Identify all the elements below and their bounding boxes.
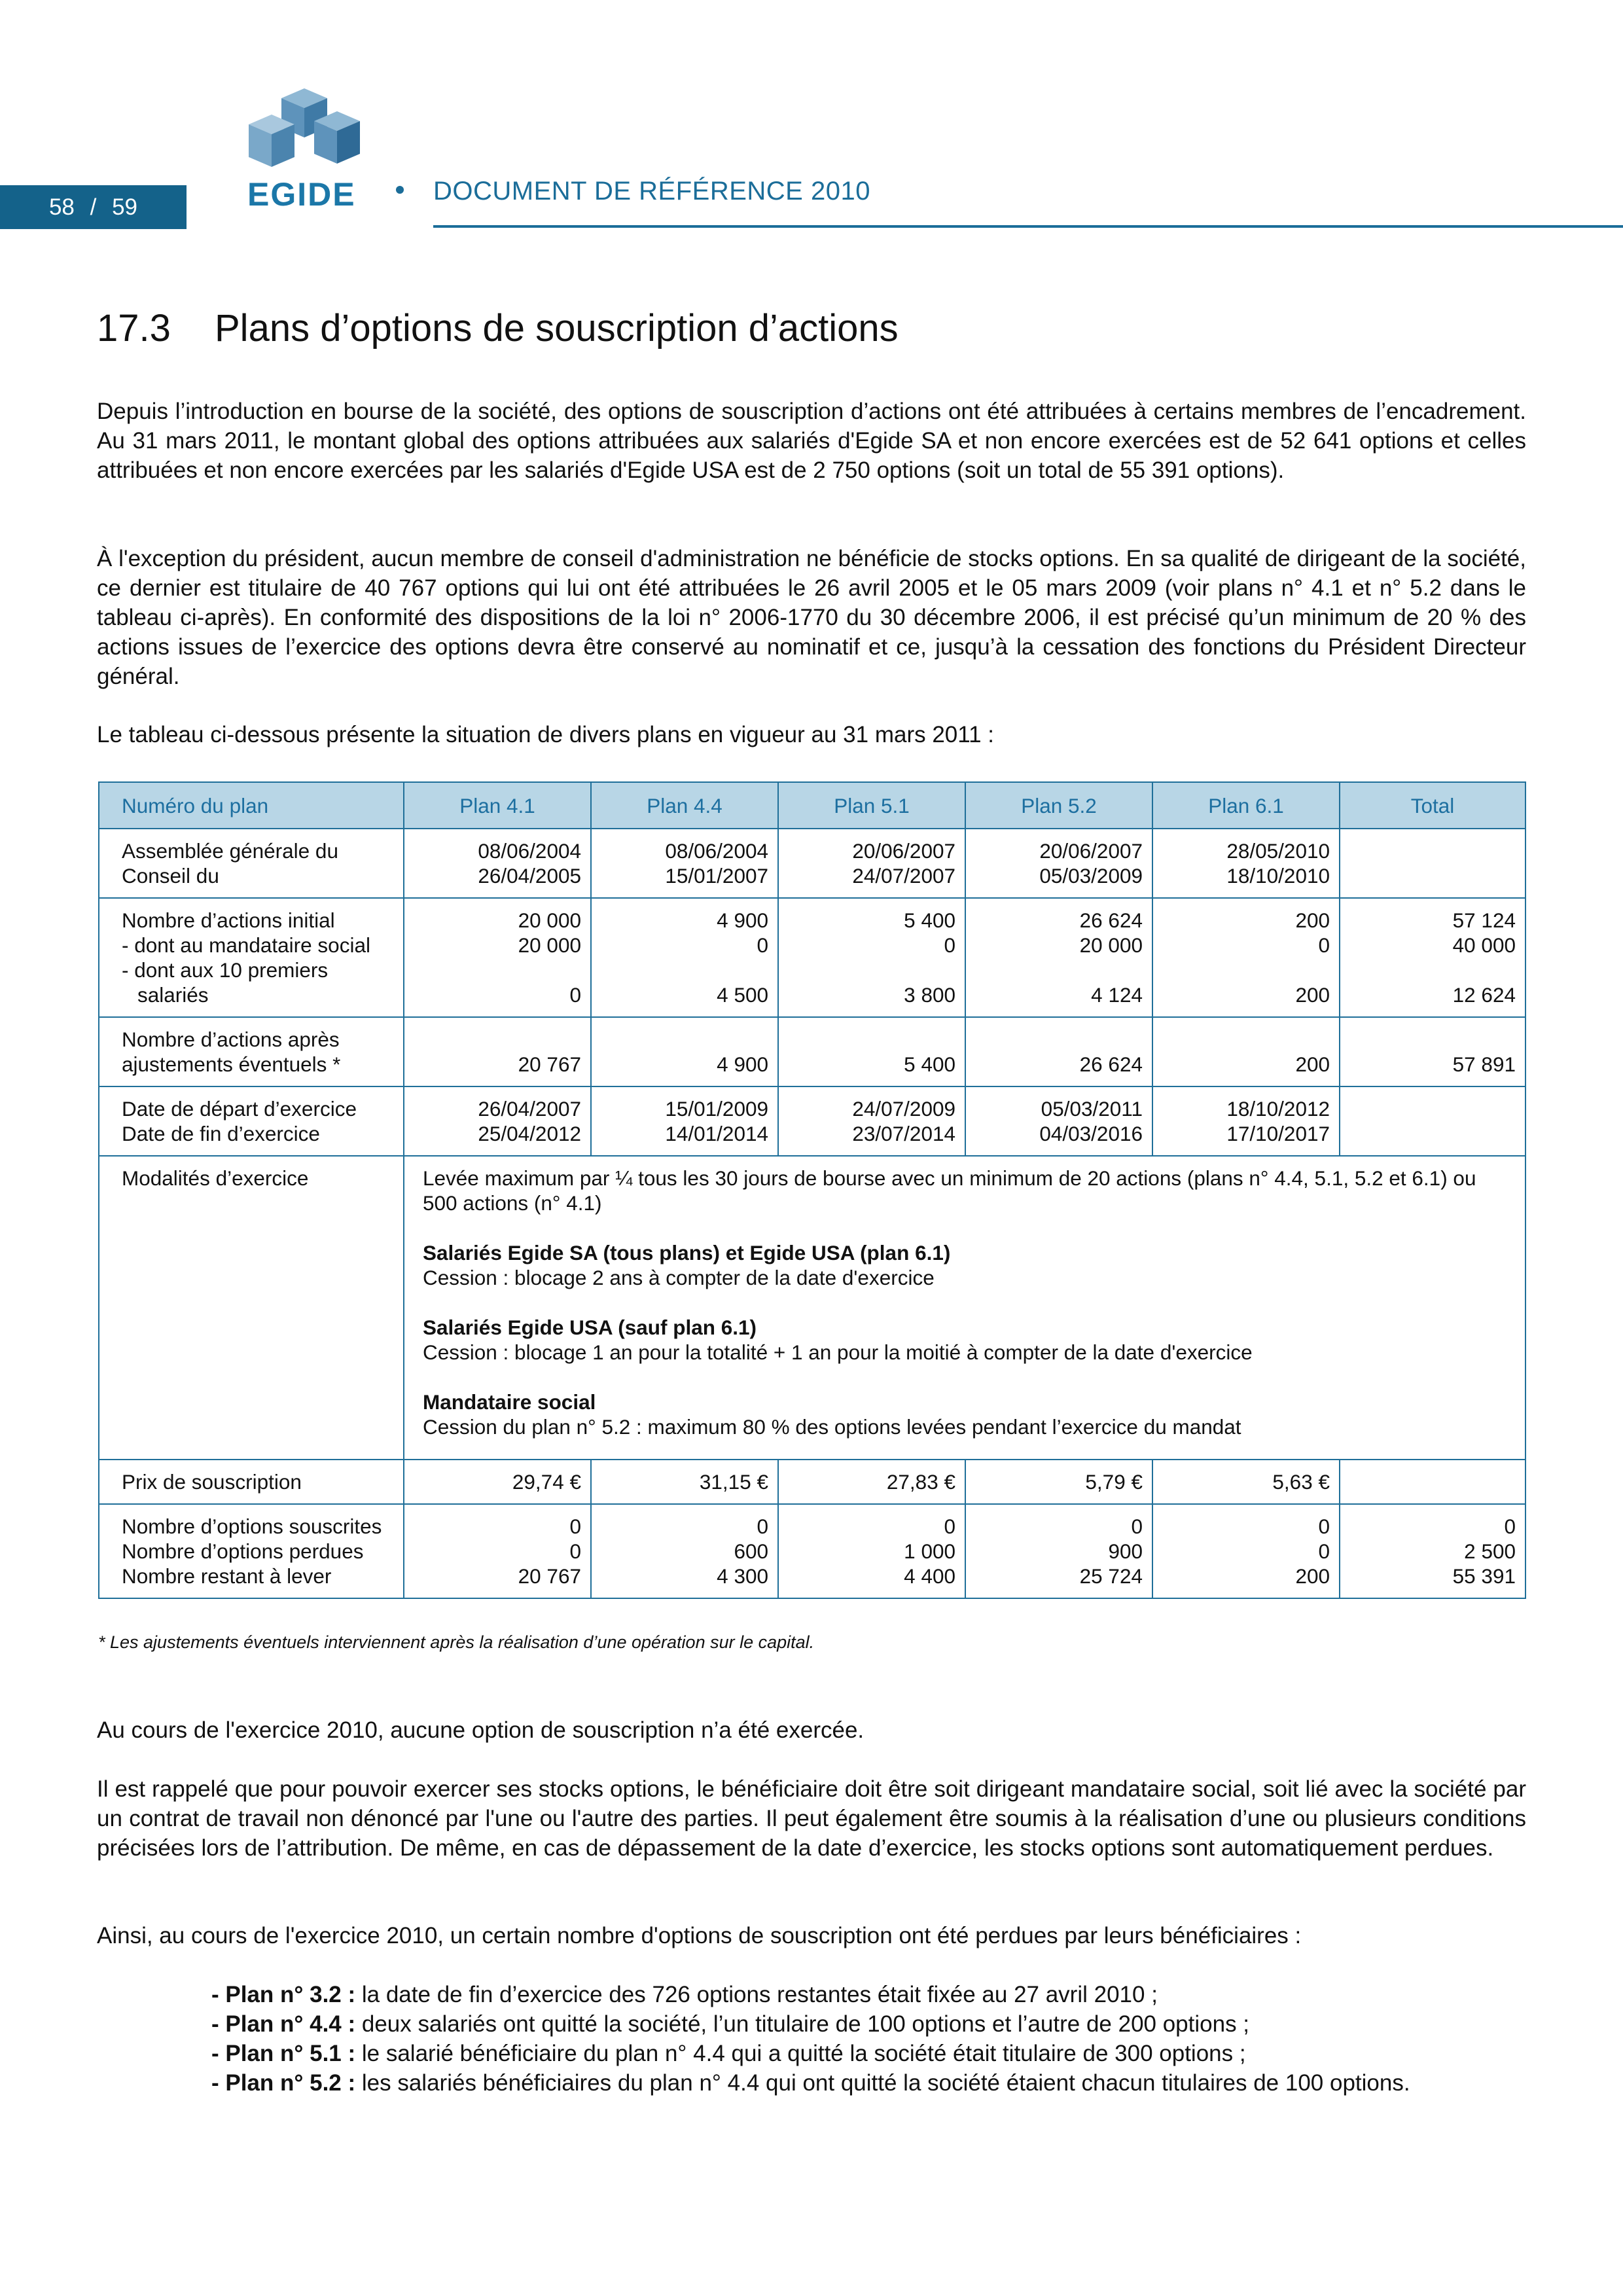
- list-item-text: les salariés bénéficiaires du plan n° 4.4 qui ont quitté la société étaient chacun titulaires de 100 options.: [355, 2070, 1410, 2096]
- table-cell: [1152, 1086, 1340, 1156]
- table-cell: [404, 829, 591, 898]
- cell-line: 40 000: [1452, 933, 1516, 957]
- cell-line: 57 891: [1452, 1052, 1516, 1076]
- label-line: ajustements éventuels *: [122, 1052, 341, 1076]
- cell-line: 0: [757, 933, 768, 957]
- section-number: 17.3: [97, 307, 171, 350]
- table-cell: [591, 1504, 778, 1598]
- cell-line: 08/06/2004: [665, 839, 768, 863]
- list-item-text: le salarié bénéficiaire du plan n° 4.4 qui a quitté la société était titulaire de 300 options ;: [355, 2041, 1246, 2066]
- table-cell: [965, 1504, 1152, 1598]
- cell-line: 15/01/2009: [665, 1097, 768, 1121]
- table-cell: [1152, 1504, 1340, 1598]
- list-item: [211, 2039, 1410, 2068]
- cell-line: 4 400: [904, 1564, 955, 1588]
- table-cell: [1340, 829, 1525, 898]
- table-row: [99, 898, 1525, 1017]
- table-cell: [778, 1086, 965, 1156]
- header-cell: Plan 6.1: [1152, 782, 1340, 829]
- cell-line: 14/01/2014: [665, 1122, 768, 1145]
- cell-line: 0: [944, 933, 955, 957]
- label-line: Nombre d’actions après: [122, 1028, 340, 1051]
- cell-line: 4 124: [1091, 983, 1143, 1007]
- list-item-label: - Plan n° 4.4 :: [211, 2011, 356, 2037]
- cell-line: 1 000: [904, 1539, 955, 1563]
- table-cell: [965, 829, 1152, 898]
- paragraph-exercise-2010: Au cours de l'exercice 2010, aucune option de souscription n’a été exercée.: [97, 1717, 865, 1743]
- cell-line: 4 900: [717, 908, 768, 932]
- section-heading: [97, 306, 899, 350]
- header-cell: Total: [1340, 782, 1525, 829]
- cell-line: 0: [1318, 1539, 1330, 1563]
- paragraph-lost-options: Ainsi, au cours de l'exercice 2010, un certain nombre d'options de souscription ont été perdues par leurs bénéficiaires :: [97, 1923, 1302, 1948]
- table-cell: 5,63 €: [1152, 1460, 1340, 1504]
- table-footnote: * Les ajustements éventuels interviennent après la réalisation d’une opération sur le capital.: [98, 1632, 815, 1652]
- label-line: salariés: [137, 983, 209, 1007]
- lost-options-list: [211, 1980, 1410, 2098]
- cell-line: 200: [1295, 1052, 1330, 1076]
- table-row: [99, 1017, 1525, 1086]
- list-item: [211, 2009, 1410, 2039]
- table-cell: [778, 829, 965, 898]
- cell-line: 20 767: [518, 1052, 581, 1076]
- modalites-intro: Levée maximum par ¼ tous les 30 jours de bourse avec un minimum de 20 actions (plans n° 4.4, 5.1, 5.2 et 6.1) ou 500 actions (n° 4.1): [423, 1166, 1476, 1215]
- cell-line: 4 500: [717, 983, 768, 1007]
- modalites-text: Cession du plan n° 5.2 : maximum 80 % des options levées pendant l’exercice du mandat: [423, 1415, 1241, 1439]
- table-cell: [1152, 1017, 1340, 1086]
- table-row: [99, 829, 1525, 898]
- cell-line: 900: [1108, 1539, 1143, 1563]
- row-label: [99, 1504, 404, 1598]
- logo-wordmark: EGIDE: [247, 176, 356, 213]
- cell-line: 04/03/2016: [1039, 1122, 1143, 1145]
- label-line: Nombre restant à lever: [122, 1564, 332, 1588]
- table-cell: [1340, 1504, 1525, 1598]
- table-cell: [1340, 898, 1525, 1017]
- cell-line: 26/04/2005: [478, 864, 581, 888]
- table-cell: [404, 898, 591, 1017]
- table-cell: [1152, 829, 1340, 898]
- cell-line: 0: [1318, 1515, 1330, 1538]
- cell-line: 55 391: [1452, 1564, 1516, 1588]
- cell-line: 05/03/2011: [1041, 1097, 1143, 1121]
- label-line: Nombre d’options perdues: [122, 1539, 364, 1563]
- cell-line: 4 900: [717, 1052, 768, 1076]
- header-rule: [433, 225, 1623, 228]
- cell-line: 05/03/2009: [1039, 864, 1143, 888]
- cell-line: 0: [757, 1515, 768, 1538]
- header-cell: Plan 5.1: [778, 782, 965, 829]
- row-label: [99, 1017, 404, 1086]
- modalites-text: Cession : blocage 2 ans à compter de la date d'exercice: [423, 1266, 935, 1289]
- cell-line: 18/10/2010: [1226, 864, 1330, 888]
- header-bullet: [396, 186, 404, 194]
- table-cell: [1152, 898, 1340, 1017]
- modalites-heading: Salariés Egide USA (sauf plan 6.1): [423, 1316, 757, 1339]
- table-cell: 5,79 €: [965, 1460, 1152, 1504]
- cell-line: 200: [1295, 908, 1330, 932]
- cell-line: 0: [1504, 1515, 1516, 1538]
- cell-line: 20 767: [518, 1564, 581, 1588]
- table-cell: [404, 1086, 591, 1156]
- cell-line: 0: [1318, 933, 1330, 957]
- cell-line: 23/07/2014: [852, 1122, 955, 1145]
- row-label: Prix de souscription: [99, 1460, 404, 1504]
- cell-line: 25 724: [1079, 1564, 1143, 1588]
- list-item-text: deux salariés ont quitté la société, l’un titulaire de 100 options et l’autre de 200 options ;: [355, 2011, 1250, 2037]
- table-cell: 31,15 €: [591, 1460, 778, 1504]
- table-row: [99, 1086, 1525, 1156]
- cell-line: 17/10/2017: [1226, 1122, 1330, 1145]
- cell-line: 200: [1295, 983, 1330, 1007]
- section-title: Plans d’options de souscription d’actions: [215, 307, 899, 350]
- label-line: - dont aux 10 premiers: [122, 958, 329, 982]
- table-cell: [591, 1017, 778, 1086]
- table-cell: [404, 1504, 591, 1598]
- header-cell: Numéro du plan: [99, 782, 404, 829]
- row-label: [99, 829, 404, 898]
- list-item-label: - Plan n° 5.1 :: [211, 2041, 356, 2066]
- page-number-tab: [0, 185, 187, 229]
- cell-line: 12 624: [1452, 983, 1516, 1007]
- cell-line: 3 800: [904, 983, 955, 1007]
- header-cell: Plan 4.4: [591, 782, 778, 829]
- document-title: DOCUMENT DE RÉFÉRENCE 2010: [433, 177, 870, 206]
- cell-line: 08/06/2004: [478, 839, 581, 863]
- table-cell: [965, 1086, 1152, 1156]
- cell-line: 28/05/2010: [1226, 839, 1330, 863]
- page-separator: /: [90, 194, 97, 220]
- table-cell: [591, 829, 778, 898]
- table-cell: [965, 1017, 1152, 1086]
- label-line: Nombre d’options souscrites: [122, 1515, 382, 1538]
- label-line: Conseil du: [122, 864, 219, 888]
- table-cell: [1340, 1460, 1525, 1504]
- cell-line: 20/06/2007: [852, 839, 955, 863]
- cell-line: 26/04/2007: [478, 1097, 581, 1121]
- cell-line: 0: [569, 1515, 581, 1538]
- cell-line: 20 000: [518, 908, 581, 932]
- table-cell: [778, 898, 965, 1017]
- modalites-heading: Salariés Egide SA (tous plans) et Egide USA (plan 6.1): [423, 1241, 951, 1265]
- list-item-label: - Plan n° 5.2 :: [211, 2070, 356, 2096]
- paragraph-conditions: Il est rappelé que pour pouvoir exercer ses stocks options, le bénéficiaire doit être soit dirigeant mandataire social, soit lié avec la société par un contrat de travail non dénoncé par l'une ou l'autre des parties. Il peut également être soumis à la réalisation d’une ou plusieurs conditions précisées lors de l’attribution. De même, en cas de dépassement de la date d’exercice, les stocks options sont automatiquement perdues.: [97, 1776, 1526, 1861]
- label-line: Date de départ d’exercice: [122, 1097, 357, 1121]
- table-cell: [404, 1017, 591, 1086]
- cell-line: 57 124: [1452, 908, 1516, 932]
- cell-line: 15/01/2007: [665, 864, 768, 888]
- paragraph-president: À l'exception du président, aucun membre de conseil d'administration ne bénéficie de stocks options. En sa qualité de dirigeant de la société, ce dernier est titulaire de 40 767 options qui lui ont été attribuées le 26 avril 2005 et le 05 mars 2009 (voir plans n° 4.1 et n° 5.2 dans le tableau ci-après). En conformité des dispositions de la loi n° 2006-1770 du 30 décembre 2006, il est précisé qu’un minimum de 20 % des actions issues de l’exercice des options devra être conservé au nominatif et ce, jusqu’à la cessation des fonctions du Président Directeur général.: [97, 546, 1526, 689]
- cell-line: 18/10/2012: [1226, 1097, 1330, 1121]
- list-item: [211, 1980, 1410, 2009]
- label-line: Nombre d’actions initial: [122, 908, 335, 932]
- cell-line: 2 500: [1464, 1539, 1516, 1563]
- label-line: Assemblée générale du: [122, 839, 338, 863]
- cell-line: 20 000: [518, 933, 581, 957]
- cell-line: 24/07/2007: [852, 864, 955, 888]
- modalites-cell: [404, 1156, 1525, 1460]
- paragraph-table-intro: Le tableau ci-dessous présente la situation de divers plans en vigueur au 31 mars 2011 :: [97, 722, 995, 747]
- table-row: [99, 1156, 1525, 1460]
- row-label: Modalités d’exercice: [99, 1156, 404, 1460]
- list-item: [211, 2068, 1410, 2098]
- cell-line: 20 000: [1079, 933, 1143, 957]
- label-line: Date de fin d’exercice: [122, 1122, 320, 1145]
- page-number: 58: [48, 194, 75, 220]
- cell-line: 0: [569, 983, 581, 1007]
- table-cell: [1340, 1017, 1525, 1086]
- cell-line: 200: [1295, 1564, 1330, 1588]
- table-cell: [965, 898, 1152, 1017]
- cell-line: 600: [734, 1539, 768, 1563]
- cell-line: 0: [1131, 1515, 1143, 1538]
- cell-line: 26 624: [1079, 908, 1143, 932]
- table-row: [99, 1504, 1525, 1598]
- header-cell: Plan 5.2: [965, 782, 1152, 829]
- cell-line: 4 300: [717, 1564, 768, 1588]
- row-label: [99, 1086, 404, 1156]
- label-line: - dont au mandataire social: [122, 933, 370, 957]
- table-cell: [591, 1086, 778, 1156]
- modalites-heading: Mandataire social: [423, 1390, 596, 1414]
- table-cell: 27,83 €: [778, 1460, 965, 1504]
- paragraph-intro: Depuis l’introduction en bourse de la société, des options de souscription d’actions ont été attribuées à certains membres de l’encadrement. Au 31 mars 2011, le montant global des options attribuées aux salariés d'Egide SA et non encore exercées est de 52 641 options et celles attribuées et non encore exercées par les salariés d'Egide USA est de 2 750 options (soit un total de 55 391 options).: [97, 399, 1526, 483]
- header-cell: Plan 4.1: [404, 782, 591, 829]
- table-cell: 29,74 €: [404, 1460, 591, 1504]
- page-total: 59: [112, 194, 138, 220]
- table-cell: [591, 898, 778, 1017]
- table-cell: [778, 1504, 965, 1598]
- cell-line: 25/04/2012: [478, 1122, 581, 1145]
- modalites-text: Cession : blocage 1 an pour la totalité + 1 an pour la moitié à compter de la date d'exercice: [423, 1340, 1253, 1364]
- table-cell: [1340, 1086, 1525, 1156]
- table-row: [99, 1460, 1525, 1504]
- table-header-row: [99, 782, 1525, 829]
- options-plans-table: [98, 781, 1526, 1599]
- cell-line: 5 400: [904, 1052, 955, 1076]
- cell-line: 0: [569, 1539, 581, 1563]
- cell-line: 24/07/2009: [852, 1097, 955, 1121]
- cell-line: 20/06/2007: [1039, 839, 1143, 863]
- cell-line: 0: [944, 1515, 955, 1538]
- cell-line: 26 624: [1079, 1052, 1143, 1076]
- list-item-label: - Plan n° 3.2 :: [211, 1982, 356, 2007]
- cell-line: 5 400: [904, 908, 955, 932]
- table-cell: [778, 1017, 965, 1086]
- list-item-text: la date de fin d’exercice des 726 options restantes était fixée au 27 avril 2010 ;: [355, 1982, 1158, 2007]
- row-label: [99, 898, 404, 1017]
